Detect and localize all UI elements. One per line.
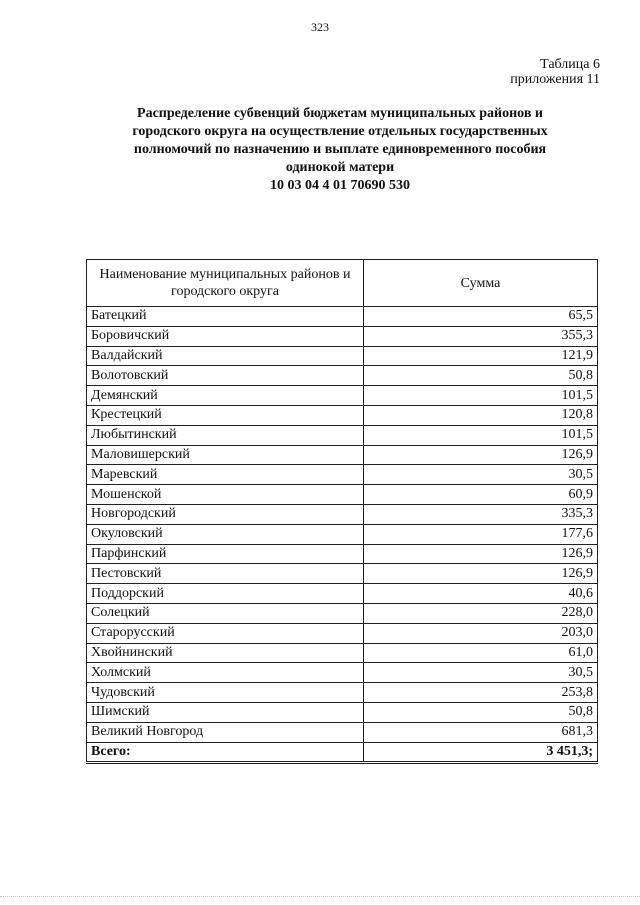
district-sum: 681,3	[364, 722, 598, 742]
district-sum: 203,0	[364, 623, 598, 643]
district-sum: 126,9	[364, 544, 598, 564]
district-sum: 65,5	[364, 307, 598, 327]
table-row	[87, 702, 598, 722]
district-sum: 50,8	[364, 702, 598, 722]
district-sum: 228,0	[364, 603, 598, 623]
district-sum: 120,8	[364, 405, 598, 425]
budget-code: 10 03 04 4 01 70690 530	[270, 178, 410, 193]
table-row	[87, 663, 598, 683]
table-row	[87, 504, 598, 524]
total-sum: 3 451,3;	[364, 742, 598, 763]
table-row	[87, 544, 598, 564]
table-row	[87, 643, 598, 663]
district-sum: 30,5	[364, 465, 598, 485]
district-sum: 30,5	[364, 663, 598, 683]
district-sum: 253,8	[364, 683, 598, 703]
district-name: Хвойнинский	[87, 643, 364, 663]
district-sum: 121,9	[364, 346, 598, 366]
table-reference-line1: Таблица 6	[540, 57, 600, 72]
district-name: Любытинский	[87, 425, 364, 445]
district-name: Демянский	[87, 386, 364, 406]
table-row	[87, 307, 598, 327]
district-name: Солецкий	[87, 603, 364, 623]
table-row	[87, 722, 598, 742]
district-name: Маревский	[87, 465, 364, 485]
table-row	[87, 584, 598, 604]
table-row	[87, 346, 598, 366]
document-title	[90, 105, 590, 195]
subvention-table	[86, 259, 598, 764]
district-name: Пестовский	[87, 564, 364, 584]
district-name: Крестецкий	[87, 405, 364, 425]
table-row	[87, 623, 598, 643]
total-label: Всего:	[87, 742, 364, 763]
district-sum: 50,8	[364, 366, 598, 386]
title-line4: одинокой матери	[285, 160, 395, 175]
title-line3: полномочий по назначению и выплате единовременного пособия	[133, 142, 547, 157]
district-name: Старорусский	[87, 623, 364, 643]
district-name: Боровичский	[87, 326, 364, 346]
title-line1: Распределение субвенций бюджетам муниципальных районов и	[137, 106, 543, 121]
table-row	[87, 366, 598, 386]
table-row	[87, 603, 598, 623]
district-sum: 177,6	[364, 524, 598, 544]
header-name: Наименование муниципальных районов и городского округа	[87, 260, 364, 307]
district-name: Поддорский	[87, 584, 364, 604]
table-header-row	[87, 260, 598, 307]
district-name: Волотовский	[87, 366, 364, 386]
table-row	[87, 425, 598, 445]
table-row	[87, 683, 598, 703]
table-row	[87, 485, 598, 505]
table-row	[87, 564, 598, 584]
district-name: Батецкий	[87, 307, 364, 327]
district-name: Мошенской	[87, 485, 364, 505]
district-name: Окуловский	[87, 524, 364, 544]
district-name: Новгородский	[87, 504, 364, 524]
header-sum: Сумма	[364, 260, 598, 307]
table-body	[87, 307, 598, 743]
district-sum: 101,5	[364, 425, 598, 445]
district-name: Холмский	[87, 663, 364, 683]
district-name: Великий Новгород	[87, 722, 364, 742]
district-sum: 40,6	[364, 584, 598, 604]
footer-divider	[0, 896, 640, 897]
district-sum: 355,3	[364, 326, 598, 346]
district-name: Маловишерский	[87, 445, 364, 465]
total-row	[87, 742, 598, 763]
table-row	[87, 524, 598, 544]
title-line2: городского округа на осуществление отдельных государственных	[132, 124, 548, 139]
table-reference-line2: приложения 11	[510, 72, 600, 87]
table-row	[87, 405, 598, 425]
table-reference	[510, 57, 600, 87]
district-name: Шимский	[87, 702, 364, 722]
district-sum: 335,3	[364, 504, 598, 524]
district-sum: 101,5	[364, 386, 598, 406]
district-name: Чудовский	[87, 683, 364, 703]
district-sum: 126,9	[364, 445, 598, 465]
district-sum: 60,9	[364, 485, 598, 505]
district-name: Парфинский	[87, 544, 364, 564]
district-sum: 126,9	[364, 564, 598, 584]
table-row	[87, 326, 598, 346]
district-sum: 61,0	[364, 643, 598, 663]
page-number: 323	[311, 20, 329, 34]
table-row	[87, 386, 598, 406]
table-row	[87, 445, 598, 465]
district-name: Валдайский	[87, 346, 364, 366]
table-row	[87, 465, 598, 485]
